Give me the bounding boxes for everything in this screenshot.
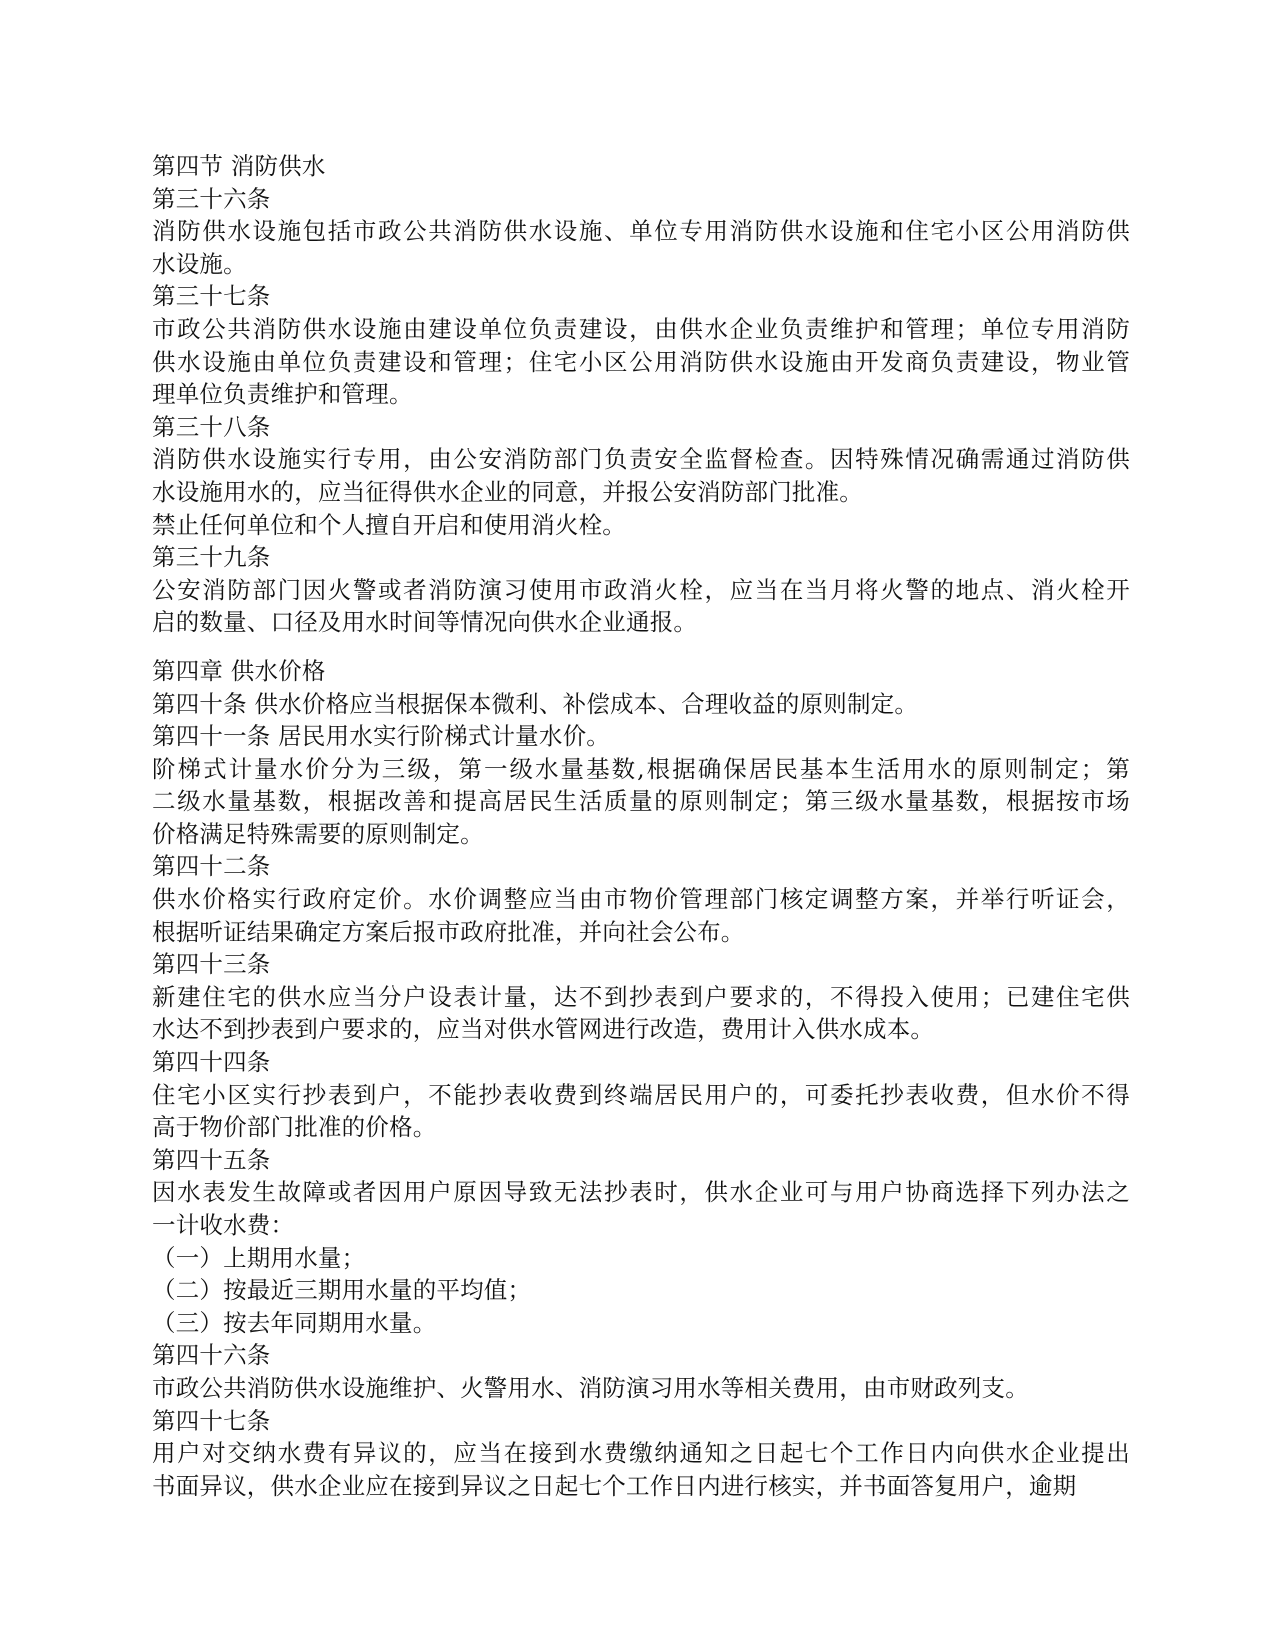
text-line: 新建住宅的供水应当分户设表计量，达不到抄表到户要求的，不得投入使用；已建住宅供 [152,982,1130,1011]
text-line: 市政公共消防供水设施维护、火警用水、消防演习用水等相关费用，由市财政列支。 [152,1373,1029,1402]
paragraph [152,183,1130,216]
paragraph [152,883,1130,948]
text-line: 供水价格实行政府定价。水价调整应当由市物价管理部门核定调整方案，并举行听证会， [152,885,1130,914]
paragraph [152,215,1130,280]
paragraph [152,1046,1130,1079]
text-line: 二级水量基数，根据改善和提高居民生活质量的原则制定；第三级水量基数，根据按市场 [152,787,1130,816]
paragraph [152,1339,1130,1372]
paragraph [152,1372,1130,1405]
text-line: 第四十条 供水价格应当根据保本微利、补偿成本、合理收益的原则制定。 [152,689,919,718]
paragraph [152,688,1130,721]
text-line: 因水表发生故障或者因用户原因导致无法抄表时，供水企业可与用户协商选择下列办法之 [152,1178,1130,1207]
text-line: 第四十七条 [152,1406,271,1435]
paragraph [152,948,1130,981]
text-line: 第四十三条 [152,950,271,979]
document-body [152,150,1130,1502]
text-line: 水设施用水的，应当征得供水企业的同意，并报公安消防部门批准。 [152,477,863,506]
paragraph [152,1144,1130,1177]
text-line: 第四十六条 [152,1341,271,1370]
text-line: （一）上期用水量； [152,1243,366,1272]
paragraph [152,509,1130,542]
paragraph [152,655,1130,688]
text-line: 书面异议，供水企业应在接到异议之日起七个工作日内进行核实，并书面答复用户，逾期 [152,1471,1077,1500]
paragraph [152,1242,1130,1275]
paragraph [152,1307,1130,1340]
text-line: 第四十四条 [152,1048,271,1077]
paragraph [152,541,1130,574]
text-line: 第三十九条 [152,543,271,572]
text-line: 公安消防部门因火警或者消防演习使用市政消火栓，应当在当月将火警的地点、消火栓开 [152,575,1130,604]
paragraph [152,1079,1130,1144]
text-line: 供水设施由单位负责建设和管理；住宅小区公用消防供水设施由开发商负责建设，物业管 [152,347,1130,376]
text-line: 第三十六条 [152,184,271,213]
paragraph [152,1274,1130,1307]
paragraph [152,720,1130,753]
text-line: 第四十二条 [152,852,271,881]
text-line: 消防供水设施包括市政公共消防供水设施、单位专用消防供水设施和住宅小区公用消防供 [152,217,1130,246]
paragraph [152,411,1130,444]
text-line: 第三十八条 [152,412,271,441]
text-line: 消防供水设施实行专用，由公安消防部门负责安全监督检查。因特殊情况确需通过消防供 [152,445,1130,474]
text-line: 高于物价部门批准的价格。 [152,1113,437,1142]
text-line: 水达不到抄表到户要求的，应当对供水管网进行改造，费用计入供水成本。 [152,1015,935,1044]
paragraph [152,850,1130,883]
text-line: 水设施。 [152,249,247,278]
text-line: 第三十七条 [152,282,271,311]
paragraph [152,981,1130,1046]
text-line: （三）按去年同期用水量。 [152,1308,437,1337]
text-line: 用户对交纳水费有异议的，应当在接到水费缴纳通知之日起七个工作日内向供水企业提出 [152,1439,1130,1468]
paragraph [152,1437,1130,1502]
paragraph [152,443,1130,508]
text-line: 第四十五条 [152,1145,271,1174]
text-line: 根据听证结果确定方案后报市政府批准，并向社会公布。 [152,917,745,946]
paragraph [152,574,1130,639]
paragraph [152,280,1130,313]
paragraph [152,1405,1130,1438]
section-gap [152,639,1130,655]
text-line: 阶梯式计量水价分为三级，第一级水量基数,根据确保居民基本生活用水的原则制定；第 [152,754,1130,783]
text-line: 启的数量、口径及用水时间等情况向供水企业通报。 [152,608,698,637]
text-line: 市政公共消防供水设施由建设单位负责建设，由供水企业负责维护和管理；单位专用消防 [152,314,1130,343]
paragraph [152,1176,1130,1241]
text-line: 第四十一条 居民用水实行阶梯式计量水价。 [152,722,610,751]
text-line: 第四章 供水价格 [152,656,326,685]
paragraph [152,313,1130,411]
text-line: 第四节 消防供水 [152,152,326,180]
paragraph [152,150,1130,183]
text-line: 理单位负责维护和管理。 [152,380,413,409]
text-line: （二）按最近三期用水量的平均值； [152,1276,532,1305]
text-line: 住宅小区实行抄表到户，不能抄表收费到终端居民用户的，可委托抄表收费，但水价不得 [152,1080,1130,1109]
text-line: 禁止任何单位和个人擅自开启和使用消火栓。 [152,510,626,539]
text-line: 一计收水费： [152,1211,295,1239]
paragraph [152,753,1130,851]
text-line: 价格满足特殊需要的原则制定。 [152,819,484,848]
